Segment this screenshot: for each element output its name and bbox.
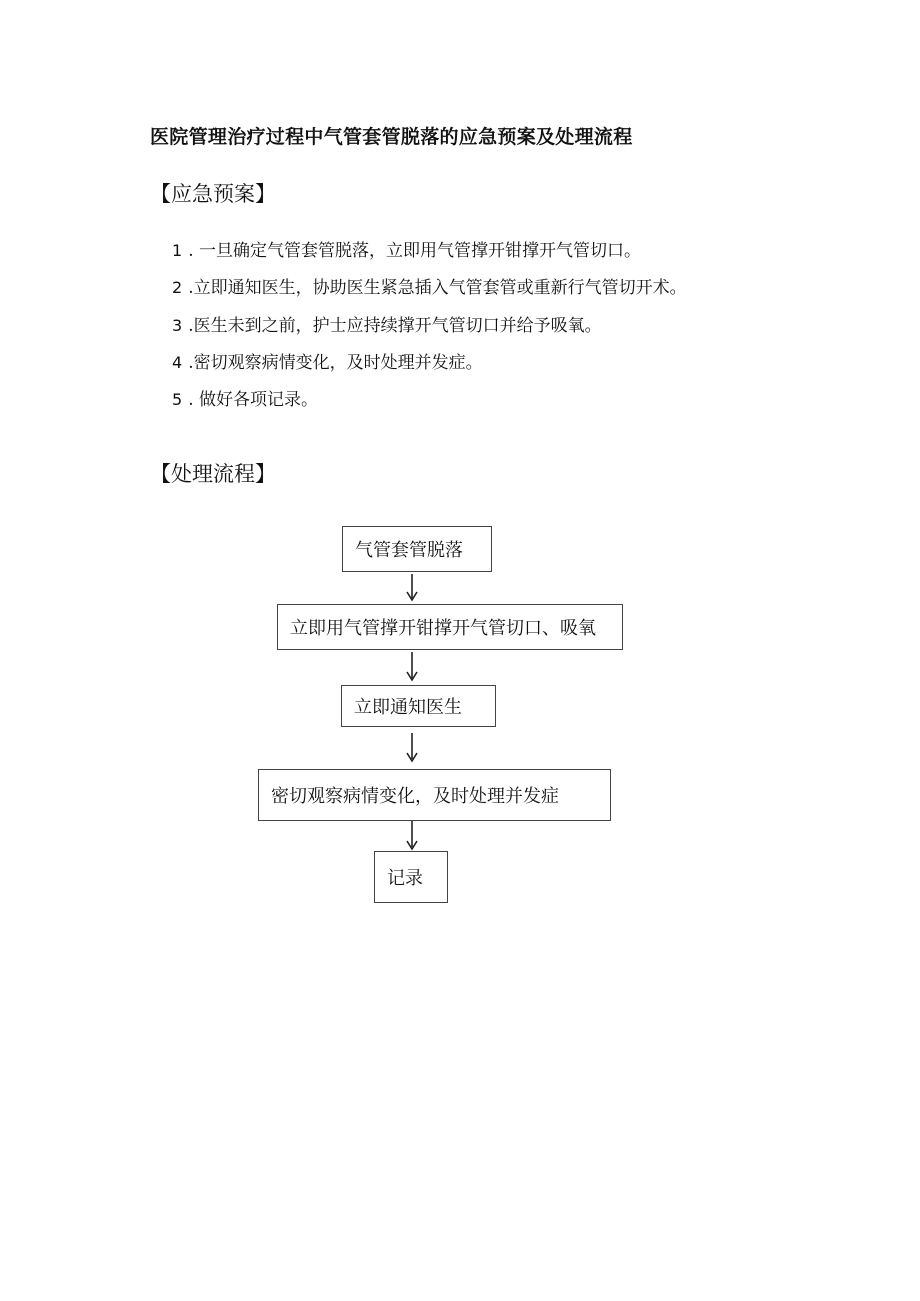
plan-item-text: .密切观察病情变化，及时处理并发症。 (188, 353, 483, 374)
flow-arrow-down-icon (405, 733, 419, 763)
plan-item-text: . 一旦确定气管套管脱落，立即用气管撑开钳撑开气管切口。 (188, 241, 641, 261)
flow-step-open-incision: 立即用气管撑开钳撑开气管切口、吸氧 (277, 604, 623, 650)
plan-item (150, 238, 720, 264)
flow-arrow-down-icon (405, 821, 419, 851)
document-title: 医院管理治疗过程中气管套管脱落的应急预案及处理流程 (150, 126, 633, 148)
process-flow-heading: 【处理流程】 (150, 462, 276, 486)
plan-item (150, 350, 720, 376)
flow-step-record: 记录 (374, 851, 448, 903)
plan-item-number: 3 (172, 315, 183, 335)
plan-item (150, 387, 720, 413)
flow-step-notify-doctor: 立即通知医生 (341, 685, 496, 727)
flow-step-tube-dislodged: 气管套管脱落 (342, 526, 492, 572)
plan-item (150, 275, 720, 301)
flow-arrow-down-icon (405, 652, 419, 682)
plan-item-text: .立即通知医生，协助医生紧急插入气管套管或重新行气管切开术。 (188, 278, 687, 299)
flow-step-observe-condition: 密切观察病情变化，及时处理并发症 (258, 769, 611, 821)
plan-item-number: 4 (172, 353, 183, 373)
plan-item-text: .医生未到之前，护士应持续撑开气管切口并给予吸氧。 (188, 315, 602, 336)
emergency-plan-list (150, 238, 720, 425)
emergency-plan-heading: 【应急预案】 (150, 182, 276, 206)
plan-item-number: 1 (172, 241, 183, 260)
plan-item-text: . 做好各项记录。 (188, 390, 318, 411)
plan-item-number: 5 (172, 390, 183, 410)
plan-item-number: 2 (172, 278, 183, 298)
flow-arrow-down-icon (405, 574, 419, 602)
plan-item (150, 313, 720, 339)
